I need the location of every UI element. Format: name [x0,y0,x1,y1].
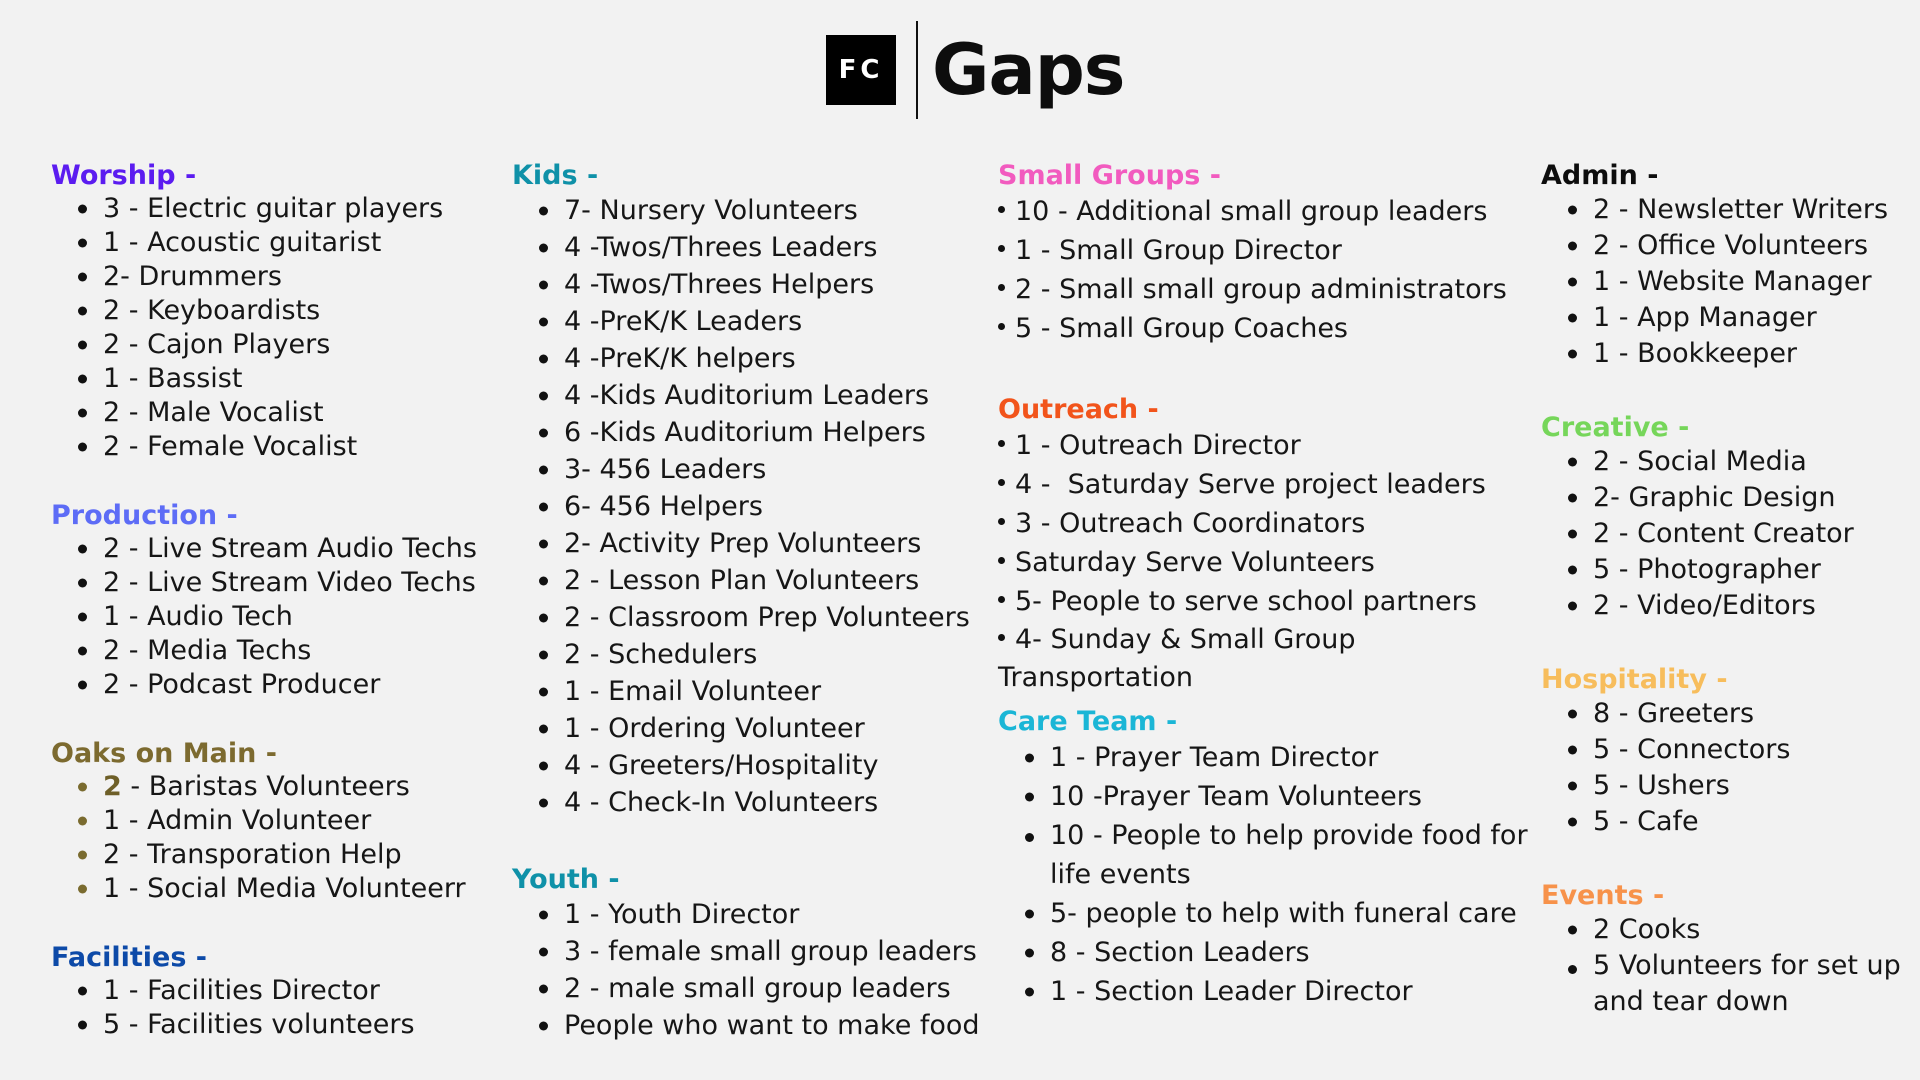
list-item: 5 - Cafe [1541,804,1790,840]
item-text: 4- Sunday & Small Group Transportation [998,624,1356,693]
list-item: 10 -Prayer Team Volunteers [998,777,1538,816]
list-item: 2 - Female Vocalist [51,430,443,464]
list-item: 1 - Social Media Volunteerr [51,872,466,906]
list-item: 1 - Website Manager [1541,264,1888,300]
list-outreach [998,426,1528,697]
list-facilities [51,974,415,1042]
list-item: 4 -Twos/Threes Helpers [512,266,970,303]
section-title-events: Events - [1541,880,1665,911]
list-item [998,621,1398,697]
list-kids [512,192,970,821]
bullet-icon [998,634,1005,641]
list-item [998,582,1528,621]
list-item: 5 - Connectors [1541,732,1790,768]
list-item: 5 - Ushers [1541,768,1790,804]
list-item: 7- Nursery Volunteers [512,192,970,229]
section-title-worship: Worship - [51,160,197,191]
list-item: 1 - Youth Director [512,896,980,933]
list-item: 4 -Twos/Threes Leaders [512,229,970,266]
list-item: 1 - Ordering Volunteer [512,710,970,747]
list-item: 4 - Greeters/Hospitality [512,747,970,784]
list-admin [1541,192,1888,372]
highlighted-number: 2 [103,771,122,802]
section-title-oaks: Oaks on Main - [51,738,277,769]
list-item: 2 - Live Stream Audio Techs [51,532,477,566]
item-text: 5- People to serve school partners [1015,586,1477,617]
section-facilities [51,942,415,1042]
list-item: 1 - Facilities Director [51,974,415,1008]
list-item: 2 - Podcast Producer [51,668,477,702]
bullet-icon [998,284,1005,291]
section-creative [1541,412,1854,624]
item-text: 5 - Small Group Coaches [1015,313,1348,344]
list-item: 3- 456 Leaders [512,451,970,488]
section-title-kids: Kids - [512,160,599,191]
list-item: 1 - Audio Tech [51,600,477,634]
item-text: 10 - Additional small group leaders [1015,196,1488,227]
list-oaks [51,770,466,906]
item-text: - Baristas Volunteers [121,771,410,802]
list-item: 4 -PreK/K Leaders [512,303,970,340]
list-events [1541,912,1903,1020]
section-admin [1541,160,1888,372]
section-small-groups [998,160,1507,348]
list-item: 5 - Facilities volunteers [51,1008,415,1042]
list-item: 2- Graphic Design [1541,480,1854,516]
list-item [998,504,1528,543]
list-item: 2 - Newsletter Writers [1541,192,1888,228]
list-item: 2- Drummers [51,260,443,294]
section-kids [512,160,970,821]
item-text: 4 - Saturday Serve project leaders [1015,469,1486,500]
bullet-icon [998,245,1005,252]
list-item: 2 - Schedulers [512,636,970,673]
list-youth [512,896,980,1044]
list-item: 1 - Prayer Team Director [998,738,1538,777]
section-title-production: Production - [51,500,238,531]
section-oaks-on-main [51,738,466,906]
list-item [998,309,1507,348]
section-events [1541,880,1903,1020]
list-item: 2 - Lesson Plan Volunteers [512,562,970,599]
bullet-icon [998,479,1005,486]
list-item: 2 - Content Creator [1541,516,1854,552]
item-text: 1 - Small Group Director [1015,235,1342,266]
list-item: 2 - Live Stream Video Techs [51,566,477,600]
section-title-small-groups: Small Groups - [998,160,1221,191]
list-item: People who want to make food [512,1007,980,1044]
list-item [998,426,1528,465]
list-item: 2 - Video/Editors [1541,588,1854,624]
section-title-creative: Creative - [1541,412,1690,443]
page-header [826,20,1124,120]
logo-text: FC [838,55,884,85]
list-item [51,770,466,804]
list-item: 1 - Acoustic guitarist [51,226,443,260]
header-divider [916,21,918,119]
list-item [998,270,1507,309]
list-item: 8 - Greeters [1541,696,1790,732]
list-item: 8 - Section Leaders [998,933,1538,972]
section-youth [512,864,980,1044]
bullet-icon [998,557,1005,564]
item-text: 1 - Outreach Director [1015,430,1301,461]
bullet-icon [998,206,1005,213]
list-item: 2 - Social Media [1541,444,1854,480]
list-item: 2 - Classroom Prep Volunteers [512,599,970,636]
list-care-team [998,738,1538,1011]
section-title-hospitality: Hospitality - [1541,664,1728,695]
list-item: 1 - Email Volunteer [512,673,970,710]
list-small-groups [998,192,1507,348]
list-item: 2 - Transporation Help [51,838,466,872]
section-care-team [998,706,1538,1011]
list-item [998,465,1528,504]
list-item: 2- Activity Prep Volunteers [512,525,970,562]
list-hospitality [1541,696,1790,840]
list-item: 1 - Bookkeeper [1541,336,1888,372]
list-item: 6- 456 Helpers [512,488,970,525]
list-item [998,192,1507,231]
bullet-icon [998,323,1005,330]
list-item: 5- people to help with funeral care [998,894,1538,933]
list-item: 5 Volunteers for set up and tear down [1541,948,1903,1020]
section-title-outreach: Outreach - [998,394,1159,425]
bullet-icon [998,440,1005,447]
list-creative [1541,444,1854,624]
list-item: 2 Cooks [1541,912,1903,948]
list-item: 4 -PreK/K helpers [512,340,970,377]
section-title-youth: Youth - [512,864,620,895]
list-item: 3 - Electric guitar players [51,192,443,226]
list-item: 1 - Bassist [51,362,443,396]
section-hospitality [1541,664,1790,840]
fc-logo [826,35,896,105]
section-title-admin: Admin - [1541,160,1659,191]
list-item: 2 - Cajon Players [51,328,443,362]
list-item [998,543,1528,582]
list-production [51,532,477,702]
list-item: 10 - People to help provide food for life events [998,816,1530,894]
list-item: 1 - Admin Volunteer [51,804,466,838]
section-title-facilities: Facilities - [51,942,208,973]
bullet-icon [998,596,1005,603]
item-text: 3 - Outreach Coordinators [1015,508,1366,539]
list-item: 4 - Check-In Volunteers [512,784,970,821]
list-item: 5 - Photographer [1541,552,1854,588]
list-item: 1 - Section Leader Director [998,972,1538,1011]
item-text: 2 - Small small group administrators [1015,274,1507,305]
list-item: 4 -Kids Auditorium Leaders [512,377,970,414]
list-item: 1 - App Manager [1541,300,1888,336]
section-outreach [998,394,1528,697]
section-production [51,500,477,702]
page-title: Gaps [932,29,1125,111]
list-item: 2 - Keyboardists [51,294,443,328]
list-item: 2 - male small group leaders [512,970,980,1007]
list-item [998,231,1507,270]
list-worship [51,192,443,464]
section-worship [51,160,443,464]
list-item: 2 - Office Volunteers [1541,228,1888,264]
list-item: 6 -Kids Auditorium Helpers [512,414,970,451]
list-item: 2 - Male Vocalist [51,396,443,430]
section-title-care-team: Care Team - [998,706,1178,737]
list-item: 3 - female small group leaders [512,933,980,970]
list-item: 2 - Media Techs [51,634,477,668]
item-text: Saturday Serve Volunteers [1015,547,1375,578]
bullet-icon [998,518,1005,525]
